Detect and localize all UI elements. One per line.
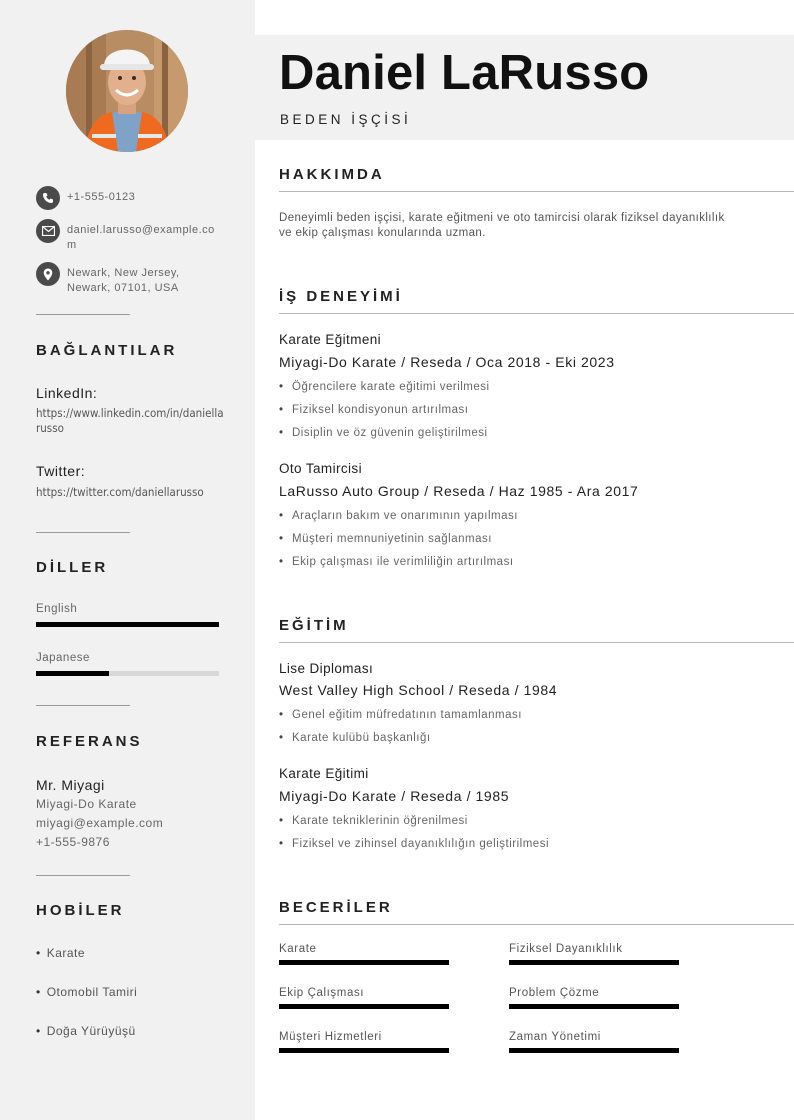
bullet-item: • Müşteri memnuniyetinin sağlanması [279,533,492,545]
contact-email [36,219,236,253]
email-text[interactable]: daniel.larusso@example.com [67,224,215,251]
skill-name: Problem Çözme [509,987,600,999]
bullet-item: • Genel eğitim müfredatının tamamlanması [279,709,522,721]
language-name: Japanese [36,652,90,664]
experience-role: Oto Tamircisi [279,461,362,476]
contact-list [36,186,236,305]
hobby-item: • Doğa Yürüyüşü [36,1024,136,1038]
full-name: Daniel LaRusso [279,46,650,100]
experience-org: LaRusso Auto Group / Reseda / Haz 1985 - Ara 2017 [279,483,639,499]
skill-level-fill [279,1048,449,1053]
hobbies-heading: HOBİLER [36,902,125,919]
education-heading: EĞİTİM [279,617,349,634]
linkedin-url[interactable]: https://www.linkedin.com/in/daniellarusso [36,406,224,435]
language-level-fill [36,671,109,676]
reference-email[interactable]: miyagi@example.com [36,816,164,830]
skill-level-fill [279,960,449,965]
experience-role: Karate Eğitmeni [279,332,382,347]
contact-address [36,262,236,296]
reference-name: Mr. Miyagi [36,777,105,793]
section-rule [279,191,794,192]
skill-name: Fiziksel Dayanıklılık [509,943,623,955]
experience-org: Miyagi-Do Karate / Reseda / Oca 2018 - Eki 2023 [279,354,615,370]
skill-level-bar [279,1048,449,1053]
contact-phone [36,186,236,210]
reference-phone[interactable]: +1-555-9876 [36,835,110,849]
skill-name: Karate [279,943,317,955]
skill-item [279,943,449,965]
skill-level-bar [509,1048,679,1053]
education-org: Miyagi-Do Karate / Reseda / 1985 [279,788,510,804]
bullet-item: • Fiziksel ve zihinsel dayanıklılığın geliştirilmesi [279,838,549,850]
bullet-item: • Karate kulübü başkanlığı [279,732,431,744]
bullet-item: • Ekip çalışması ile verimliliğin artırılması [279,556,514,568]
skill-level-bar [509,1004,679,1009]
about-text: Deneyimli beden işçisi, karate eğitmeni ve oto tamircisi olarak fiziksel dayanıklılık ve ekip çalışması konularında uzman. [279,212,725,239]
education-degree: Lise Diploması [279,661,374,676]
bullet-item: • Fiziksel kondisyonun artırılması [279,404,469,416]
divider [36,875,130,876]
profile-photo [66,30,188,152]
skill-item [509,1031,679,1053]
bullet-item: • Öğrencilere karate eğitimi verilmesi [279,381,490,393]
hobby-item: • Karate [36,946,86,960]
twitter-url[interactable]: https://twitter.com/daniellarusso [36,485,204,499]
section-rule [279,313,794,314]
phone-text[interactable]: +1-555-0123 [67,191,136,203]
language-level-bar [36,671,219,676]
language-level-bar [36,622,219,627]
skill-item [279,987,449,1009]
skills-heading: BECERİLER [279,899,393,916]
links-heading: BAĞLANTILAR [36,342,178,359]
skill-level-fill [279,1004,449,1009]
skill-level-fill [509,1004,679,1009]
divider [36,705,130,706]
skill-item [509,943,679,965]
section-rule [279,642,794,643]
job-title: BEDEN İŞÇİSİ [280,112,412,127]
hobby-item: • Otomobil Tamiri [36,985,138,999]
divider [36,314,130,315]
reference-company: Miyagi-Do Karate [36,797,137,811]
skill-level-bar [279,1004,449,1009]
skill-level-bar [279,960,449,965]
language-name: English [36,603,78,615]
skill-item [509,987,679,1009]
education-degree: Karate Eğitimi [279,766,369,781]
skill-name: Zaman Yönetimi [509,1031,601,1043]
education-org: West Valley High School / Reseda / 1984 [279,682,558,698]
location-pin-icon [36,262,60,286]
skill-level-fill [509,1048,679,1053]
language-level-fill [36,622,219,627]
linkedin-label: LinkedIn: [36,385,98,401]
skill-name: Müşteri Hizmetleri [279,1031,382,1043]
skill-level-fill [509,960,679,965]
skill-level-bar [509,960,679,965]
experience-heading: İŞ DENEYİMİ [279,288,403,305]
bullet-item: • Araçların bakım ve onarımının yapılması [279,510,518,522]
references-heading: REFERANS [36,733,143,750]
divider [36,532,130,533]
phone-icon [36,186,60,210]
skill-item [279,1031,449,1053]
twitter-label: Twitter: [36,463,86,479]
sidebar [0,0,255,1120]
main-content [255,0,794,1120]
bullet-item: • Karate tekniklerinin öğrenilmesi [279,815,468,827]
skill-name: Ekip Çalışması [279,987,365,999]
about-heading: HAKKIMDA [279,166,385,183]
bullet-item: • Disiplin ve öz güvenin geliştirilmesi [279,427,488,439]
languages-heading: DİLLER [36,559,109,576]
address-text: Newark, New Jersey, Newark, 07101, USA [67,267,180,294]
section-rule [279,924,794,925]
email-icon [36,219,60,243]
header-band [255,35,794,140]
